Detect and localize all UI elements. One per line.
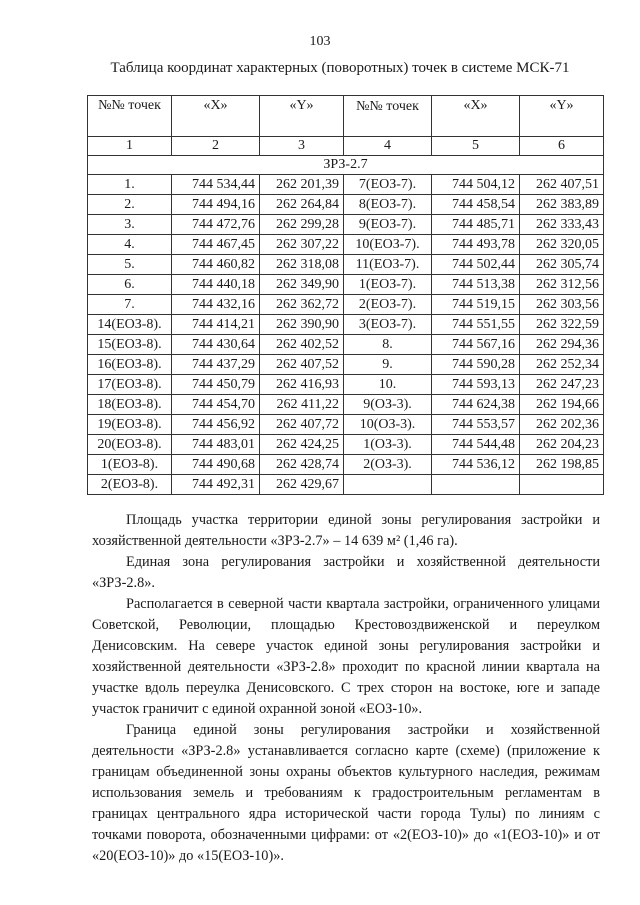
table-cell: 744 551,55 bbox=[432, 315, 520, 335]
table-cell: 3(ЕОЗ-7). bbox=[344, 315, 432, 335]
table-cell: 262 390,90 bbox=[260, 315, 344, 335]
table-cell bbox=[432, 475, 520, 495]
table-row bbox=[88, 215, 604, 235]
table-cell: 262 383,89 bbox=[520, 195, 604, 215]
column-number-cell: 2 bbox=[172, 137, 260, 156]
table-cell: 744 593,13 bbox=[432, 375, 520, 395]
table-cell: 262 424,25 bbox=[260, 435, 344, 455]
table-cell: 262 312,56 bbox=[520, 275, 604, 295]
table-cell: 262 198,85 bbox=[520, 455, 604, 475]
table-cell: 744 485,71 bbox=[432, 215, 520, 235]
table-cell: 262 294,36 bbox=[520, 335, 604, 355]
table-cell: 262 318,08 bbox=[260, 255, 344, 275]
table-cell: 262 247,23 bbox=[520, 375, 604, 395]
table-cell: 4. bbox=[88, 235, 172, 255]
table-row bbox=[88, 255, 604, 275]
table-cell bbox=[344, 475, 432, 495]
zone-label: ЗРЗ-2.7 bbox=[88, 156, 604, 175]
table-cell: 2(ОЗ-3). bbox=[344, 455, 432, 475]
table-cell: 262 411,22 bbox=[260, 395, 344, 415]
table-row bbox=[88, 235, 604, 255]
paragraph: Площадь участка территории единой зоны регулирования застройки и хозяйственной деятельности «ЗРЗ-2.7» – 14 639 м² (1,46 га). bbox=[92, 512, 600, 549]
table-row bbox=[88, 395, 604, 415]
table-row bbox=[88, 175, 604, 195]
table-cell: 744 467,45 bbox=[172, 235, 260, 255]
table-cell: 8. bbox=[344, 335, 432, 355]
table-cell: 744 534,44 bbox=[172, 175, 260, 195]
table-cell: 744 454,70 bbox=[172, 395, 260, 415]
table-cell: 262 201,39 bbox=[260, 175, 344, 195]
table-cell: 262 349,90 bbox=[260, 275, 344, 295]
table-cell: 744 624,38 bbox=[432, 395, 520, 415]
table-cell: 17(ЕОЗ-8). bbox=[88, 375, 172, 395]
table-cell: 744 494,16 bbox=[172, 195, 260, 215]
table-cell: 744 567,16 bbox=[432, 335, 520, 355]
table-cell: 262 320,05 bbox=[520, 235, 604, 255]
table-row bbox=[88, 415, 604, 435]
table-cell: 10. bbox=[344, 375, 432, 395]
table-cell: 1. bbox=[88, 175, 172, 195]
table-cell: 2(ЕОЗ-8). bbox=[88, 475, 172, 495]
table-cell: 744 458,54 bbox=[432, 195, 520, 215]
table-cell: 744 472,76 bbox=[172, 215, 260, 235]
table-cell: 744 493,78 bbox=[432, 235, 520, 255]
paragraph: Единая зона регулирования застройки и хозяйственной деятельности «ЗРЗ-2.8». bbox=[92, 554, 600, 591]
table-cell: 14(ЕОЗ-8). bbox=[88, 315, 172, 335]
table-cell: 262 299,28 bbox=[260, 215, 344, 235]
table-cell bbox=[520, 475, 604, 495]
table-cell: 744 544,48 bbox=[432, 435, 520, 455]
table-cell: 262 428,74 bbox=[260, 455, 344, 475]
table-cell: 744 490,68 bbox=[172, 455, 260, 475]
header-cell: «Y» bbox=[520, 96, 604, 137]
paragraph: Граница единой зоны регулирования застройки и хозяйственной деятельности «ЗРЗ-2.8» устанавливается согласно карте (схеме) (приложение к границам объединенной зоны охраны объектов культурного наследия, режимам использования земель и требованиям к градостроительным регламентам в границах центрального ядра исторической части города Тулы) по линиям с точками поворота, обозначенными цифрами: от «2(ЕОЗ-10)» до «1(ЕОЗ-10)» и от «20(ЕОЗ-10)» до «15(ЕОЗ-10)». bbox=[92, 722, 600, 864]
header-cell: «Y» bbox=[260, 96, 344, 137]
table-cell: 262 362,72 bbox=[260, 295, 344, 315]
table-cell: 9(ОЗ-3). bbox=[344, 395, 432, 415]
table-cell: 2. bbox=[88, 195, 172, 215]
table-row bbox=[88, 335, 604, 355]
table-cell: 262 402,52 bbox=[260, 335, 344, 355]
table-cell: 6. bbox=[88, 275, 172, 295]
table-cell: 744 492,31 bbox=[172, 475, 260, 495]
table-cell: 744 504,12 bbox=[432, 175, 520, 195]
table-cell: 744 536,12 bbox=[432, 455, 520, 475]
body-text bbox=[92, 510, 600, 867]
table-cell: 744 437,29 bbox=[172, 355, 260, 375]
table-cell: 1(ОЗ-3). bbox=[344, 435, 432, 455]
table-cell: 15(ЕОЗ-8). bbox=[88, 335, 172, 355]
table-cell: 744 440,18 bbox=[172, 275, 260, 295]
table-cell: 262 333,43 bbox=[520, 215, 604, 235]
table-cell: 262 407,51 bbox=[520, 175, 604, 195]
paragraph: Располагается в северной части квартала застройки, ограниченного улицами Советской, Революции, площадью Крестовоздвиженской и переулком Денисовским. На севере участок единой зоны регулирования застройки и хозяйственной деятельности «ЗРЗ-2.8» проходит по красной линии квартала на участке вдоль переулка Денисовского. С трех сторон на востоке, юге и западе участок граничит с единой охранной зоной «ЕОЗ-10». bbox=[92, 596, 600, 717]
table-cell: 262 264,84 bbox=[260, 195, 344, 215]
table-cell: 9. bbox=[344, 355, 432, 375]
header-cell: №№ точек bbox=[344, 96, 432, 137]
table-cell: 262 429,67 bbox=[260, 475, 344, 495]
table-cell: 262 202,36 bbox=[520, 415, 604, 435]
table-cell: 744 553,57 bbox=[432, 415, 520, 435]
table-cell: 262 307,22 bbox=[260, 235, 344, 255]
table-title: Таблица координат характерных (поворотных) точек в системе МСК-71 bbox=[110, 60, 570, 76]
table-cell: 18(ЕОЗ-8). bbox=[88, 395, 172, 415]
header-cell: «X» bbox=[432, 96, 520, 137]
table-cell: 20(ЕОЗ-8). bbox=[88, 435, 172, 455]
table-cell: 8(ЕОЗ-7). bbox=[344, 195, 432, 215]
table-cell: 11(ЕОЗ-7). bbox=[344, 255, 432, 275]
table-cell: 262 305,74 bbox=[520, 255, 604, 275]
table-cell: 10(ЕОЗ-7). bbox=[344, 235, 432, 255]
table-cell: 7(ЕОЗ-7). bbox=[344, 175, 432, 195]
table-cell: 262 407,52 bbox=[260, 355, 344, 375]
table-cell: 744 430,64 bbox=[172, 335, 260, 355]
table-cell: 5. bbox=[88, 255, 172, 275]
column-number-cell: 6 bbox=[520, 137, 604, 156]
table-row bbox=[88, 295, 604, 315]
table-cell: 744 590,28 bbox=[432, 355, 520, 375]
header-cell: «X» bbox=[172, 96, 260, 137]
table-row bbox=[88, 315, 604, 335]
table-cell: 744 513,38 bbox=[432, 275, 520, 295]
table-cell: 262 204,23 bbox=[520, 435, 604, 455]
table-cell: 262 416,93 bbox=[260, 375, 344, 395]
table-row bbox=[88, 355, 604, 375]
table-row bbox=[88, 475, 604, 495]
column-number-row bbox=[88, 137, 604, 156]
table-cell: 9(ЕОЗ-7). bbox=[344, 215, 432, 235]
table-cell: 7. bbox=[88, 295, 172, 315]
table-cell: 262 194,66 bbox=[520, 395, 604, 415]
table-row bbox=[88, 195, 604, 215]
column-number-cell: 3 bbox=[260, 137, 344, 156]
table-cell: 744 456,92 bbox=[172, 415, 260, 435]
table-cell: 16(ЕОЗ-8). bbox=[88, 355, 172, 375]
table-cell: 744 414,21 bbox=[172, 315, 260, 335]
page-number: 103 bbox=[309, 34, 331, 49]
column-number-cell: 5 bbox=[432, 137, 520, 156]
coordinates-table bbox=[87, 95, 604, 495]
column-number-cell: 1 bbox=[88, 137, 172, 156]
table-cell: 10(ОЗ-3). bbox=[344, 415, 432, 435]
table-cell: 3. bbox=[88, 215, 172, 235]
table-row bbox=[88, 375, 604, 395]
table-cell: 262 322,59 bbox=[520, 315, 604, 335]
table-header-row bbox=[88, 96, 604, 137]
table-cell: 2(ЕОЗ-7). bbox=[344, 295, 432, 315]
table-cell: 1(ЕОЗ-7). bbox=[344, 275, 432, 295]
table-cell: 262 407,72 bbox=[260, 415, 344, 435]
column-number-cell: 4 bbox=[344, 137, 432, 156]
table-cell: 744 432,16 bbox=[172, 295, 260, 315]
zone-label-row bbox=[88, 156, 604, 175]
table-row bbox=[88, 435, 604, 455]
table-row bbox=[88, 275, 604, 295]
table-row bbox=[88, 455, 604, 475]
table-cell: 744 519,15 bbox=[432, 295, 520, 315]
table-cell: 744 460,82 bbox=[172, 255, 260, 275]
table-cell: 744 502,44 bbox=[432, 255, 520, 275]
table-cell: 19(ЕОЗ-8). bbox=[88, 415, 172, 435]
table-cell: 1(ЕОЗ-8). bbox=[88, 455, 172, 475]
header-cell: №№ точек bbox=[88, 96, 172, 137]
table-cell: 262 303,56 bbox=[520, 295, 604, 315]
table-cell: 744 450,79 bbox=[172, 375, 260, 395]
table-cell: 262 252,34 bbox=[520, 355, 604, 375]
table-cell: 744 483,01 bbox=[172, 435, 260, 455]
